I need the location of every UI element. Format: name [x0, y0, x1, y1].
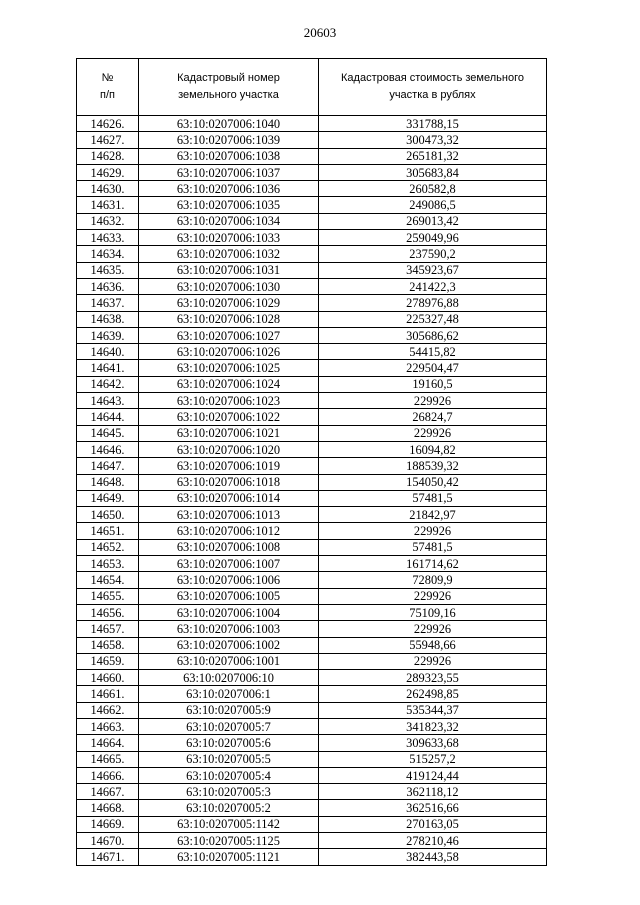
- cell-cadastral-value: 229926: [319, 588, 547, 604]
- cell-number: 14670.: [77, 833, 139, 849]
- cell-cadastral-number: 63:10:0207006:1: [139, 686, 319, 702]
- cell-cadastral-number: 63:10:0207005:1125: [139, 833, 319, 849]
- table-row: [77, 425, 547, 441]
- cell-cadastral-number: 63:10:0207006:1007: [139, 556, 319, 572]
- cell-number: 14636.: [77, 278, 139, 294]
- cell-cadastral-number: 63:10:0207006:1031: [139, 262, 319, 278]
- cell-cadastral-number: 63:10:0207006:1004: [139, 604, 319, 620]
- table-row: [77, 458, 547, 474]
- cell-cadastral-value: 259049,96: [319, 230, 547, 246]
- cell-cadastral-number: 63:10:0207006:1013: [139, 507, 319, 523]
- table-row: [77, 637, 547, 653]
- table-row: [77, 686, 547, 702]
- cell-cadastral-value: 305683,84: [319, 164, 547, 180]
- cell-cadastral-value: 249086,5: [319, 197, 547, 213]
- cell-cadastral-value: 229926: [319, 393, 547, 409]
- cell-number: 14644.: [77, 409, 139, 425]
- cell-cadastral-value: 57481,5: [319, 490, 547, 506]
- cell-cadastral-value: 229926: [319, 523, 547, 539]
- cell-number: 14627.: [77, 132, 139, 148]
- cell-number: 14630.: [77, 181, 139, 197]
- cell-cadastral-value: 265181,32: [319, 148, 547, 164]
- cell-cadastral-number: 63:10:0207005:5: [139, 751, 319, 767]
- cell-cadastral-number: 63:10:0207006:1032: [139, 246, 319, 262]
- cell-number: 14652.: [77, 539, 139, 555]
- cell-cadastral-value: 362118,12: [319, 784, 547, 800]
- cell-cadastral-number: 63:10:0207006:1002: [139, 637, 319, 653]
- cell-cadastral-value: 55948,66: [319, 637, 547, 653]
- cell-number: 14626.: [77, 116, 139, 132]
- cell-cadastral-number: 63:10:0207006:1038: [139, 148, 319, 164]
- table-row: [77, 604, 547, 620]
- table-row: [77, 164, 547, 180]
- cell-number: 14658.: [77, 637, 139, 653]
- cell-cadastral-number: 63:10:0207006:1026: [139, 344, 319, 360]
- cell-number: 14638.: [77, 311, 139, 327]
- table-row: [77, 507, 547, 523]
- cell-cadastral-value: 262498,85: [319, 686, 547, 702]
- cell-cadastral-number: 63:10:0207006:1039: [139, 132, 319, 148]
- cell-cadastral-value: 154050,42: [319, 474, 547, 490]
- cell-cadastral-number: 63:10:0207006:1033: [139, 230, 319, 246]
- cell-number: 14650.: [77, 507, 139, 523]
- table-row: [77, 539, 547, 555]
- cell-number: 14663.: [77, 718, 139, 734]
- header-number: [77, 59, 139, 116]
- cell-number: 14643.: [77, 393, 139, 409]
- cell-number: 14642.: [77, 376, 139, 392]
- cell-cadastral-value: 54415,82: [319, 344, 547, 360]
- table-row: [77, 849, 547, 865]
- table-row: [77, 474, 547, 490]
- table-row: [77, 181, 547, 197]
- cell-cadastral-number: 63:10:0207006:1024: [139, 376, 319, 392]
- table-row: [77, 409, 547, 425]
- cell-cadastral-value: 305686,62: [319, 327, 547, 343]
- cell-cadastral-value: 161714,62: [319, 556, 547, 572]
- cell-number: 14667.: [77, 784, 139, 800]
- cell-cadastral-number: 63:10:0207005:3: [139, 784, 319, 800]
- table-row: [77, 311, 547, 327]
- table-row: [77, 132, 547, 148]
- cell-cadastral-value: 75109,16: [319, 604, 547, 620]
- cell-cadastral-value: 21842,97: [319, 507, 547, 523]
- table-row: [77, 572, 547, 588]
- cell-cadastral-value: 229926: [319, 621, 547, 637]
- cell-cadastral-value: 260582,8: [319, 181, 547, 197]
- cell-number: 14655.: [77, 588, 139, 604]
- cell-cadastral-number: 63:10:0207006:10: [139, 670, 319, 686]
- cell-cadastral-value: 229926: [319, 653, 547, 669]
- cell-cadastral-value: 237590,2: [319, 246, 547, 262]
- header-cadastral-value: [319, 59, 547, 116]
- cell-number: 14640.: [77, 344, 139, 360]
- cadastral-value-table: [76, 58, 547, 866]
- cell-number: 14631.: [77, 197, 139, 213]
- cell-cadastral-number: 63:10:0207005:2: [139, 800, 319, 816]
- cell-cadastral-value: 225327,48: [319, 311, 547, 327]
- cell-number: 14635.: [77, 262, 139, 278]
- cell-number: 14665.: [77, 751, 139, 767]
- cell-cadastral-number: 63:10:0207006:1037: [139, 164, 319, 180]
- cell-number: 14646.: [77, 441, 139, 457]
- cell-cadastral-value: 269013,42: [319, 213, 547, 229]
- cell-number: 14656.: [77, 604, 139, 620]
- cell-cadastral-value: 289323,55: [319, 670, 547, 686]
- cell-cadastral-number: 63:10:0207005:1142: [139, 816, 319, 832]
- cell-cadastral-value: 241422,3: [319, 278, 547, 294]
- table-row: [77, 148, 547, 164]
- cell-number: 14637.: [77, 295, 139, 311]
- cell-cadastral-value: 26824,7: [319, 409, 547, 425]
- table-row: [77, 556, 547, 572]
- table-row: [77, 653, 547, 669]
- cell-number: 14645.: [77, 425, 139, 441]
- table-row: [77, 751, 547, 767]
- cell-cadastral-number: 63:10:0207005:1121: [139, 849, 319, 865]
- cell-cadastral-value: 278976,88: [319, 295, 547, 311]
- cell-number: 14632.: [77, 213, 139, 229]
- table-row: [77, 800, 547, 816]
- table-body: [77, 116, 547, 866]
- cell-number: 14668.: [77, 800, 139, 816]
- header-row: [77, 59, 547, 116]
- table-row: [77, 833, 547, 849]
- cell-cadastral-number: 63:10:0207005:6: [139, 735, 319, 751]
- cell-cadastral-value: 309633,68: [319, 735, 547, 751]
- cell-cadastral-number: 63:10:0207006:1008: [139, 539, 319, 555]
- cell-number: 14659.: [77, 653, 139, 669]
- cell-cadastral-value: 278210,46: [319, 833, 547, 849]
- cell-cadastral-value: 16094,82: [319, 441, 547, 457]
- cell-cadastral-number: 63:10:0207006:1022: [139, 409, 319, 425]
- cell-number: 14662.: [77, 702, 139, 718]
- cell-number: 14671.: [77, 849, 139, 865]
- cell-number: 14653.: [77, 556, 139, 572]
- cell-cadastral-number: 63:10:0207006:1029: [139, 295, 319, 311]
- table-row: [77, 246, 547, 262]
- cell-number: 14666.: [77, 767, 139, 783]
- cell-cadastral-number: 63:10:0207006:1018: [139, 474, 319, 490]
- cell-cadastral-number: 63:10:0207006:1021: [139, 425, 319, 441]
- cell-cadastral-number: 63:10:0207006:1001: [139, 653, 319, 669]
- cell-cadastral-value: 300473,32: [319, 132, 547, 148]
- cell-cadastral-number: 63:10:0207006:1006: [139, 572, 319, 588]
- cell-cadastral-value: 345923,67: [319, 262, 547, 278]
- cell-cadastral-value: 515257,2: [319, 751, 547, 767]
- cell-cadastral-number: 63:10:0207006:1036: [139, 181, 319, 197]
- cell-cadastral-value: 57481,5: [319, 539, 547, 555]
- table-header: [77, 59, 547, 116]
- table-row: [77, 262, 547, 278]
- cell-cadastral-number: 63:10:0207006:1019: [139, 458, 319, 474]
- table-row: [77, 344, 547, 360]
- table-row: [77, 523, 547, 539]
- cell-number: 14633.: [77, 230, 139, 246]
- cell-cadastral-number: 63:10:0207006:1005: [139, 588, 319, 604]
- cell-cadastral-number: 63:10:0207006:1040: [139, 116, 319, 132]
- table-row: [77, 735, 547, 751]
- cell-cadastral-number: 63:10:0207006:1030: [139, 278, 319, 294]
- table-row: [77, 588, 547, 604]
- table-row: [77, 116, 547, 132]
- cell-cadastral-number: 63:10:0207006:1023: [139, 393, 319, 409]
- cell-number: 14669.: [77, 816, 139, 832]
- cell-cadastral-value: 331788,15: [319, 116, 547, 132]
- cell-cadastral-number: 63:10:0207006:1012: [139, 523, 319, 539]
- cell-cadastral-value: 188539,32: [319, 458, 547, 474]
- table-row: [77, 816, 547, 832]
- cell-number: 14664.: [77, 735, 139, 751]
- table-row: [77, 327, 547, 343]
- cell-number: 14639.: [77, 327, 139, 343]
- cell-cadastral-value: 270163,05: [319, 816, 547, 832]
- cell-number: 14628.: [77, 148, 139, 164]
- cell-cadastral-number: 63:10:0207006:1003: [139, 621, 319, 637]
- table-row: [77, 360, 547, 376]
- cell-cadastral-number: 63:10:0207006:1027: [139, 327, 319, 343]
- table-row: [77, 621, 547, 637]
- cell-cadastral-value: 229926: [319, 425, 547, 441]
- header-cadastral-line1: Кадастровый номер: [177, 72, 280, 84]
- table-row: [77, 376, 547, 392]
- cell-cadastral-value: 362516,66: [319, 800, 547, 816]
- cell-cadastral-number: 63:10:0207006:1035: [139, 197, 319, 213]
- cell-number: 14651.: [77, 523, 139, 539]
- cell-number: 14660.: [77, 670, 139, 686]
- table-row: [77, 197, 547, 213]
- cell-number: 14649.: [77, 490, 139, 506]
- table-row: [77, 718, 547, 734]
- cell-cadastral-value: 419124,44: [319, 767, 547, 783]
- table-row: [77, 213, 547, 229]
- cell-cadastral-value: 229504,47: [319, 360, 547, 376]
- cell-number: 14629.: [77, 164, 139, 180]
- table-row: [77, 441, 547, 457]
- table-row: [77, 702, 547, 718]
- cell-number: 14654.: [77, 572, 139, 588]
- cell-cadastral-number: 63:10:0207006:1034: [139, 213, 319, 229]
- table-row: [77, 230, 547, 246]
- table-row: [77, 295, 547, 311]
- table-row: [77, 784, 547, 800]
- cell-cadastral-number: 63:10:0207005:4: [139, 767, 319, 783]
- header-number-line2: п/п: [100, 89, 115, 101]
- cell-cadastral-number: 63:10:0207006:1028: [139, 311, 319, 327]
- cell-number: 14661.: [77, 686, 139, 702]
- table-row: [77, 767, 547, 783]
- cell-cadastral-value: 72809,9: [319, 572, 547, 588]
- table-row: [77, 393, 547, 409]
- table-row: [77, 670, 547, 686]
- cell-number: 14648.: [77, 474, 139, 490]
- cell-number: 14634.: [77, 246, 139, 262]
- cell-number: 14641.: [77, 360, 139, 376]
- page-number: 20603: [303, 25, 337, 40]
- header-value-line1: Кадастровая стоимость земельного: [341, 72, 524, 84]
- cell-number: 14657.: [77, 621, 139, 637]
- header-cadastral-line2: земельного участка: [178, 89, 279, 101]
- cell-cadastral-value: 341823,32: [319, 718, 547, 734]
- cell-cadastral-number: 63:10:0207006:1014: [139, 490, 319, 506]
- cell-cadastral-value: 19160,5: [319, 376, 547, 392]
- cell-cadastral-number: 63:10:0207005:9: [139, 702, 319, 718]
- cell-cadastral-value: 382443,58: [319, 849, 547, 865]
- header-number-line1: №: [101, 72, 114, 84]
- header-value-line2: участка в рублях: [389, 89, 476, 101]
- cell-cadastral-number: 63:10:0207006:1025: [139, 360, 319, 376]
- cell-cadastral-number: 63:10:0207005:7: [139, 718, 319, 734]
- header-cadastral-number: [139, 59, 319, 116]
- table-row: [77, 278, 547, 294]
- cell-number: 14647.: [77, 458, 139, 474]
- cell-cadastral-value: 535344,37: [319, 702, 547, 718]
- table-row: [77, 490, 547, 506]
- cell-cadastral-number: 63:10:0207006:1020: [139, 441, 319, 457]
